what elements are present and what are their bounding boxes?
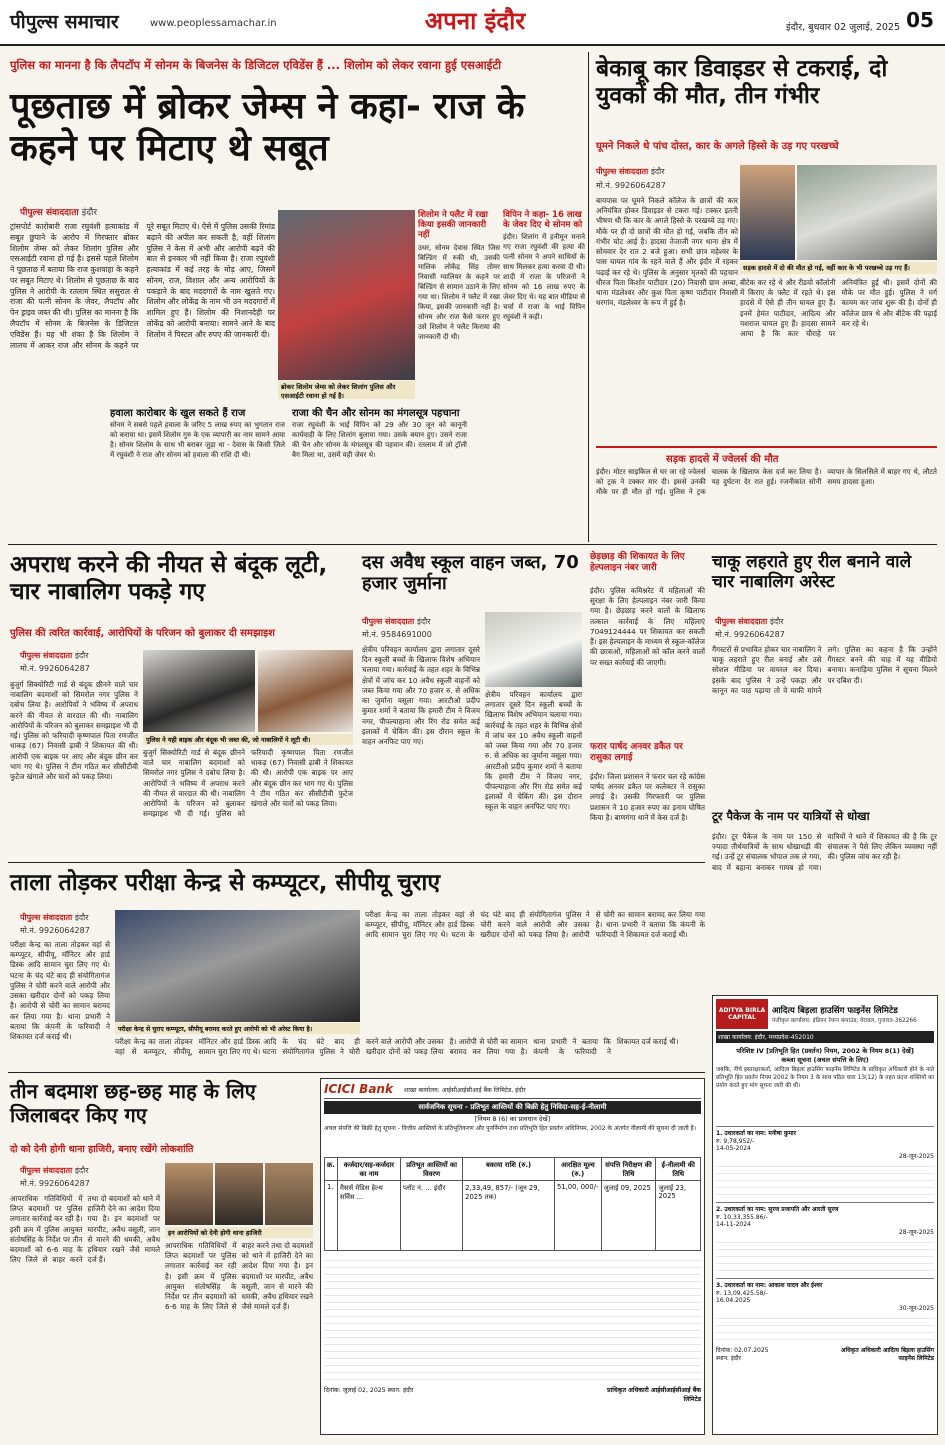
story8-subhead: दो को देनी होगी थाना हाजिरी, बनाए रखेंगे लोकशांति <box>10 1144 194 1155</box>
aditya-office: पंजीकृत कार्यालय: इंडियन रेयान कंपाउंड, वेरावल, गुजरात-362266 <box>772 1017 917 1024</box>
byline-reporter: पीपुल्स संवाददाता <box>715 617 768 626</box>
entry-name: उधारकर्ता का नाम: आकाश यादव और ईश्वर <box>724 1282 823 1289</box>
story8-text-cont <box>165 1241 313 1435</box>
story2-mobile: मो.नं. 9926064287 <box>596 181 666 190</box>
cell: मैसर्स मेडिस हेल्थ सर्विस ... <box>337 1181 400 1251</box>
story1-headline: पूछताछ में ब्रोकर जेम्स ने कहा- राज के कहने पर मिटाए थे सबूत <box>10 86 525 170</box>
aditya-notice-title: परिशिष्ट IV [प्रतिभूति हित (प्रवर्तन) नियम, 2002 के नियम 8(1) देखें] <box>736 1047 914 1055</box>
story3-headline: अपराध करने की नीयत से बंदूक लूटी, चार नाबालिग पकड़े गए <box>10 552 328 606</box>
story7-text: परीक्षा केन्द्र का ताला तोड़कर वहां से कम्प्यूटर, सीपीयू, मॉनिटर और हार्ड डिस्क आदि सामान चुरा लिए गए थे। घटना के चंद घंटे बाद ही संयोगितागंज पुलिस ने चोरी करने वाले आरोपी और उसका खरीदार दोनों को पकड़ लिया है। आरोपी से चोरी का सामान बरामद कर लिया गया है। थाना प्रभारी ने बताया कि कंपनी के फरियादी ने शिकायत दर्ज कराई थी। <box>10 940 110 1041</box>
sub1-text: सोनम ने सबसे पहले हवाला के जरिए 5 लाख रुपए का भुगतान राज को कराया था। इसमें शिलोम गुरु के एक व्यापारी का नाम सामने आया है। सोनम शिलोम के साथ भी बराबर जुड़ा था - देवास के किसी जिले में रघुवंशी ने राज और सोनम को हवाला की राशि दी थी। <box>110 421 285 459</box>
byline-place: इंदौर <box>769 617 784 626</box>
column-divider <box>588 52 589 542</box>
dateline: इंदौर, बुधवार 02 जुलाई, 2025 <box>786 22 900 33</box>
story7-text-cont <box>115 1037 679 1067</box>
section-label: अपना इंदौर <box>424 7 526 35</box>
icici-title: सार्वजनिक सूचना - प्रतिभूत आस्तियों की बिक्री हेतु निविदा-सह-ई-नीलामी <box>324 1101 701 1114</box>
box-text: इंदौर। मोटर साइकिल से घर जा रहे ज्वेलर्स को ट्रक ने टक्कर मार दी। इससे उनकी मौके पर ही मौत हो गई। पुलिस ने ट्रक चालक के खिलाफ केस दर्ज कर लिया है। यह दुर्घटना देर रात हुई। रजनीकांत सोनी व्यापार के सिलसिले में बाहर गए थे, लौटते समय हादसा हुआ। <box>596 467 937 497</box>
website-url: www.peoplessamachar.in <box>150 18 277 29</box>
story2-subhead: घूमने निकले थे पांच दोस्त, कार के अगले हिस्से के उड़ गए परखच्चे <box>596 141 839 152</box>
masthead <box>0 0 945 46</box>
story1-sub2 <box>292 405 467 490</box>
story2-photo-portrait <box>740 165 795 260</box>
story6-headline: चाकू लहराते हुए रील बनाने वाले चार नाबालिग अरेस्ट <box>712 552 912 593</box>
icici-logo <box>324 1082 404 1096</box>
col-header: ई-नीलामी की तिथि <box>656 1158 701 1181</box>
entry-amount: रु. 10,33,355.86/- <box>716 1214 768 1221</box>
byline-reporter: पीपुल्स संवाददाता <box>20 651 73 660</box>
story7-photo-caption: परीक्षा केन्द्र से चुराए कम्प्यूटर, सीपीयू बरामद करते हुए आरोपी को भी अरेस्ट किया है। <box>115 1023 360 1034</box>
aditya-date: दिनांक: 02.07.2025 <box>716 1347 769 1354</box>
byline-reporter: पीपुल्स संवाददाता <box>596 167 649 176</box>
aditya-branch: शाखा कार्यालय: इंदौर, मध्यप्रदेश-452010 <box>716 1031 934 1043</box>
story2-text: बायपास पर घूमने निकले कॉलेज के छात्रों की कार अनियंत्रित होकर डिवाइडर से टकरा गई। टक्कर इतनी भीषण थी कि कार के अगले हिस्से के परखच्चे उड़ गए। मौके पर ही दो छात्रों की मौत हो गई, जबकि तीन को गंभीर चोट आई है। हादसा तेजाजी नगर थाना क्षेत्र में सोमवार देर रात 2 बजे हुआ। सभी छात्र महेश्वर के पास घायल गांव के रहने वाले हैं और इंदौर में रहकर पढ़ाई कर रहे थे। पुलिस के अनुसार मृतकों की पहचान धीरज पिता किशोर पाटीदार (20) निवासी ग्राम अम्बा, थाना मंडलेश्वर और कुश पिता कृष्ण पाटीदार निवासी धरगांव, मंडलेश्वर के रूप में हुई है। <box>596 196 738 308</box>
story5-sub-heading: फरार पार्षद अनवर डकैत पर रासुका लगाई <box>590 742 683 764</box>
story7-text-repeat2: परीक्षा केन्द्र का ताला तोड़कर वहां से कम्प्यूटर, सीपीयू, मॉनिटर और हार्ड डिस्क आदि सामान चुरा लिए गए थे। घटना के चंद घंटे बाद ही संयोगितागंज पुलिस ने चोरी करने वाले आरोपी और उसका खरीदार दोनों को पकड़ लिया है। आरोपी से चोरी का सामान बरामद कर लिया गया है। थाना प्रभारी ने बताया कि कंपनी के फरियादी ने शिकायत दर्ज कराई थी। <box>365 910 705 940</box>
icici-table-header <box>325 1158 701 1181</box>
aditya-entry <box>716 1202 934 1278</box>
cell: जुलाई 09, 2025 <box>601 1181 656 1251</box>
story2-text2: बीटेक कर रहे थे और रीडयो कॉलोनी में किराए के फ्लैट में रहते थे। इस हादसे में ऐसे ही तीन घायल हुए हैं। इनमें हेमंत पाटीदार, आदित्य और यशराज घायल हुए हैं। हादसा सामने आया है कि कार चौराहे पर अनियंत्रित हुई थी। इसमें दोनों की मौके पर मौत हुई। पुलिस ने मर्ग कायम कर जांच शुरू की है। दोनों ही कॉलेज छात्र थे और बीटेक की पढ़ाई कर रहे थे। <box>740 278 937 339</box>
icici-intro: अचल संपत्ति की बिक्री हेतु सूचना - वित्तीय आस्तियों के प्रतिभूतिकरण और पुनर्निर्माण तथा प्रतिभूति हित प्रवर्तन अधिनियम, 2002 के अंतर्गत नीलामी की सूचना दी जाती है। <box>324 1125 697 1132</box>
cell: 1. <box>325 1181 338 1251</box>
byline-place: इंदौर <box>81 208 98 218</box>
story8-photo-3 <box>265 1163 313 1225</box>
icici-sign: प्राधिकृत अधिकारी आईसीआईसीआई बैंक लिमिटेड <box>607 1387 701 1403</box>
col-header: प्रतिभूत आस्तियों का विवरण <box>401 1158 463 1181</box>
icici-table <box>324 1157 701 1251</box>
aditya-notice-sub: कब्जा सूचना (अचल संपत्ति के लिए) <box>781 1056 869 1064</box>
story3-text-cont <box>143 748 353 858</box>
byline-place: इंदौर <box>74 913 89 922</box>
story2-photo-car <box>797 165 937 260</box>
byline-place: इंदौर <box>650 167 665 176</box>
aditya-entry <box>716 1278 934 1344</box>
story1-photo-caption: ब्रोकर शिलोम जेम्स को लेकर शिलांग पुलिस और एसआईटी रवाना हो गई है। <box>278 381 415 399</box>
section-rule-2 <box>8 862 705 863</box>
byline-place: इंदौर <box>74 1166 89 1175</box>
story8-headline: तीन बदमाश छह-छह माह के लिए जिलाबदर किए गए <box>10 1079 256 1127</box>
aditya-entry <box>716 1126 934 1202</box>
story7-text-repeat: परीक्षा केन्द्र का ताला तोड़कर वहां से कम्प्यूटर, सीपीयू, मॉनिटर और हार्ड डिस्क आदि सामान चुरा लिए गए थे। घटना के चंद घंटे बाद ही संयोगितागंज पुलिस ने चोरी करने वाले आरोपी और उसका खरीदार दोनों को पकड़ लिया है। आरोपी से चोरी का सामान बरामद कर लिया गया है। थाना प्रभारी ने बताया कि कंपनी के फरियादी ने शिकायत दर्ज कराई थी। <box>115 1037 679 1057</box>
story4-text: क्षेत्रीय परिवहन कार्यालय द्वारा लगातार दूसरे दिन स्कूली बच्चों के खिलाफ विशेष अभियान चलाया गया। कार्रवाई के तहत शहर के विभिन्न क्षेत्रों में जांच कर 10 अवैध स्कूली वाहनों को जब्त किया गया और 70 हजार रु. से अधिक का जुर्माना वसूला गया। आरटीओ प्रदीप कुमार शर्मा ने बताया कि हमारी टीम ने विजय नगर, पीपल्याहाना और रिंग रोड समेत कई इलाकों में चेकिंग की। इस दौरान स्कूल के वाहन अनफिट पाए गए। <box>362 645 480 746</box>
story8-photo-2 <box>215 1163 263 1225</box>
icici-office: शाखा कार्यालय: आईसीआईसीआई बैंक लिमिटेड, इंदौर <box>404 1086 526 1094</box>
story3-mobile: मो.नं. 9926064287 <box>20 664 90 673</box>
box-heading: सड़क हादसे में ज्वेलर्स की मौत <box>666 454 779 465</box>
aditya-entries <box>716 1126 934 1344</box>
section-rule-1 <box>8 544 937 545</box>
icici-bank-ad <box>320 1078 705 1435</box>
story3-photo-bike <box>143 650 255 732</box>
entry-number: 2. <box>716 1206 723 1213</box>
entry-amount: रु. 13,09,425.58/- <box>716 1290 768 1297</box>
story7-headline: ताला तोड़कर परीक्षा केन्द्र से कम्प्यूटर, सीपीयू चुराए <box>10 870 441 896</box>
cell: 2,33,49, 857/- (जून 29, 2025 तक) <box>463 1181 555 1251</box>
story3-text-repeat: बुजुर्ग सिक्योरिटी गार्ड से बंदूक छीनने वाले चार नाबालिग बदमाशों को सिमरोल नगर पुलिस ने दबोच लिया है। आरोपियों ने भविष्य में अपराध करने की नीयत से वारदात की थी। नाबालिग आरोपियों के परिजन को बुलाकर समझाइश भी दी गई। पुलिस को फरियादी कृष्णपाल पिता रणजीत धाकड़ (67) निवासी ढ़ाबी ने शिकायत की थी। आरोपी एक बाइक पर आए और बंदूक छीन कर भाग गए थे। पुलिस ने टीम गठित कर सीसीटीवी फुटेज खंगाले और चारों को पकड़ लिया। <box>143 748 353 819</box>
story2-headline: बेकाबू कार डिवाइडर से टकराई, दो युवकों की मौत, तीन गंभीर <box>596 56 888 110</box>
story1-text: ट्रांसपोर्ट कारोबारी राजा रघुवंशी हत्याकांड में सबूत छुपाने के आरोप में गिरफ्तार ब्रोकर शिलोम जेम्स को लेकर शिलांग पुलिस और एसआईटी रवाना हो गई है। इससे पहले शिलोम ने पूछताछ में बताया कि राज कुशवाहा के कहने पर सबूत मिटाए थे। शिलोम से पूछताछ के बाद पुलिस ने आरोपी के रतलाम स्थित ससुराल से राजा की पत्नी सोनम के जेवर, लैपटॉप और पेन ड्राइव जब्त की थी। पुलिस का मानना है कि लैपटॉप में सोनम के बिजनेस के डिजिटल एविडेंस हैं। यह भी शंका है कि शिलोम ने लालच में आकर राज और सोनम के कहने पर पूरे सबूत मिटाए थे। ऐसे में पुलिस उसकी रिमांड बढ़ाने की अपील कर सकती है, वहीं शिलांग पुलिस ने केस में अभी और आरोपी बढ़ने की बात से इनकार भी नहीं किया है। राजा रघुवंशी हत्याकांड में कई तरह के मोड़ आए, जिसमें सोनम, राज, विशाल और अन्य आरोपियों के पकड़ाने के बाद मददगारों के नाम खुलते गए। शिलोम और लोकेंद्र के नाम भी उन मददगारों में शामिल हुए हैं। शिलोम की निशानदेही पर लोकेंद्र को आरोपी बनाया। सामने आने के बाद शिलोम ने पिस्टल और रुपए की जानकारी दी। <box>10 222 275 350</box>
story8-photo-caption: इन आरोपियों को देनी होगी थाना हाजिरी <box>165 1227 313 1238</box>
aditya-birla-logo <box>716 999 768 1029</box>
page-number: 05 <box>906 8 934 32</box>
byline-reporter: पीपुल्स संवाददाता <box>20 1166 73 1175</box>
story6-sub-text: इंदौर। टूर पैकेज के नाम पर 150 से ज्यादा तीर्थयात्रियों के साथ धोखाधड़ी की गई। उन्हें टूर संचालक भोपाल तक ले गया, बाद में बहाना बनाकर गायब हो गया। यात्रियों ने थाने में शिकायत की है कि टूर संचालक ने पैसे लिए लेकिन व्यवस्था नहीं की। पुलिस जांच कर रही है। <box>712 832 937 872</box>
story5-kicker: छेड़छाड़ की शिकायत के लिए हेल्पलाइन नंबर जारी <box>590 552 685 574</box>
story4-byline <box>362 616 482 628</box>
story3-photo-gun <box>258 650 353 732</box>
box2-heading: विपिन ने कहा- 16 लाख के जेवर दिए थे सोनम को <box>503 210 583 231</box>
sub2-heading: राजा की चैन और सोनम का मंगलसूत्र पहचाना <box>292 408 460 419</box>
entry-demand-date: 14-05-2024 <box>716 1145 751 1152</box>
aditya-title: आदित्य बिड़ला हाउसिंग फाइनेंस लिमिटेड <box>772 1005 898 1016</box>
byline-place: इंदौर <box>74 651 89 660</box>
icici-brand-text: ICICI Bank <box>324 1082 393 1096</box>
story4-mobile: मो.नं. 9584691000 <box>362 630 432 639</box>
story7-text-cont2 <box>365 910 705 1067</box>
story1-byline <box>20 205 220 219</box>
story1-kicker: पुलिस का मानना है कि लैपटॉप में सोनम के बिजनेस के डिजिटल एविडेंस हैं ... शिलोम को लेकर रवाना हुई एसआईटी <box>10 58 502 72</box>
newspaper-logo <box>10 8 150 38</box>
byline-reporter: पीपुल्स संवाददाता <box>20 913 73 922</box>
section-rule-3 <box>8 1072 705 1073</box>
byline-place: इंदौर <box>416 617 431 626</box>
col-header: आरक्षित मूल्य (रु.) <box>554 1158 601 1181</box>
icici-table-row <box>325 1181 701 1251</box>
icici-footer: दिनांक: जुलाई 02, 2025 स्थान: इंदौर <box>324 1387 414 1394</box>
story2-photo-caption: सड़क हादसे में दो की मौत हो गई, वहीं कार के भी परखच्चे उड़ गए हैं। <box>740 262 937 274</box>
col-header: क्र. <box>325 1158 338 1181</box>
story8-text: आपराधिक गतिविधियों में लिप्त बदमाशों पर पुलिस लगातार कार्रवाई कर रही है। इसी क्रम में पुलिस आयुक्त संतोषसिंह के निर्देश पर तीन बदमाशों को 6-6 माह के लिए जिले से बाहर करने तथा दो बदमाशों को थाने में हाजिरी देने का आदेश दिया गया है। इन बदमाशों पर मारपीट, अवैध वसूली, जान से मारने की धमकी, अवैध हथियार रखने जैसे मामले दर्ज हैं। <box>10 1194 160 1265</box>
logo-text: पीपुल्स समाचार <box>10 11 119 33</box>
cell: जुलाई 23, 2025 <box>656 1181 701 1251</box>
story8-mobile: मो.नं. 9926064287 <box>20 1179 90 1188</box>
story7-photo <box>115 910 360 1022</box>
story8-text-repeat: आपराधिक गतिविधियों में लिप्त बदमाशों पर पुलिस लगातार कार्रवाई कर रही है। इसी क्रम में पुलिस आयुक्त संतोषसिंह के निर्देश पर तीन बदमाशों को 6-6 माह के लिए जिले से बाहर करने तथा दो बदमाशों को थाने में हाजिरी देने का आदेश दिया गया है। इन बदमाशों पर मारपीट, अवैध वसूली, जान से मारने की धमकी, अवैध हथियार रखने जैसे मामले दर्ज हैं। <box>165 1241 313 1312</box>
story6-text: गैंगस्टरों से प्रभावित होकर चार नाबालिग ने चाकू लहराते हुए रील बनाई और उसे सोशल मीडिया पर वायरल कर दिया। इसके बाद पुलिस ने उन्हें पकड़ा और कानून का पाठ पढ़ाया तो वे माफी मांगने लगे। पुलिस का कहना है कि उन्होंने गैंगस्टर बनने की चाह में यह वीडियो बनाया। कनाड़िया पुलिस ने सूचना मिलने पर दबिश दी। <box>712 645 937 695</box>
cell: 51,00, 000/- <box>554 1181 601 1251</box>
sub2-text: राजा रघुवंशी के भाई विपिन को 29 और 30 जून को कानूनी कार्यवाही के लिए शिलांग बुलाया गया। उसके बयान हुए। उसने राजा की चैन और सोनम के मंगलसूत्र की पहचान की। रतलाम में जो ट्रॉली बैग मिला था, उसमें यही जेवर थे। <box>292 421 467 459</box>
entry-demand-date: 14-11-2024 <box>716 1221 751 1228</box>
story4-headline: दस अवैध स्कूल वाहन जब्त, 70 हजार जुर्माना <box>362 552 579 595</box>
story6-byline <box>715 616 825 628</box>
story8-byline <box>20 1165 170 1177</box>
story6-sub-heading: टूर पैकेज के नाम पर यात्रियों से धोखा <box>712 809 870 823</box>
aditya-place: स्थान: इंदौर <box>716 1355 742 1362</box>
story1-box2 <box>503 210 585 410</box>
story7-mobile: मो.नं. 9926064287 <box>20 926 90 935</box>
story4-text-repeat: क्षेत्रीय परिवहन कार्यालय द्वारा लगातार दूसरे दिन स्कूली बच्चों के खिलाफ विशेष अभियान चलाया गया। कार्रवाई के तहत शहर के विभिन्न क्षेत्रों में जांच कर 10 अवैध स्कूली वाहनों को जब्त किया गया और 70 हजार रु. से अधिक का जुर्माना वसूला गया। आरटीओ प्रदीप कुमार शर्मा ने बताया कि हमारी टीम ने विजय नगर, पीपल्याहाना और रिंग रोड समेत कई इलाकों में चेकिंग की। इस दौरान स्कूल के वाहन अनफिट पाए गए। <box>485 690 582 812</box>
cell: प्लॉट नं. ... इंदौर <box>401 1181 463 1251</box>
story4-photo <box>485 612 582 687</box>
entry-amount: रु. 9,78,952/- <box>716 1138 755 1145</box>
byline-reporter: पीपुल्स संवाददाता <box>20 208 79 218</box>
aditya-birla-ad <box>712 995 938 1435</box>
story1-sub1 <box>110 405 285 490</box>
aditya-brand-text: ADITYA BIRLA CAPITAL <box>718 1006 766 1021</box>
entry-demand-date: 16.04.2025 <box>716 1297 751 1304</box>
story8-photo-1 <box>165 1163 213 1225</box>
box2-text: इंदौर। शिलांग में हनीमून मनाने गए राजा रघुवंशी की हत्या की पत्नी सोनम ने अपने साथियों के साथ मिलकर हत्या करवा दी थी। शादी में राजा के परिजनों ने सोनम को 16 लाख रुपए के जेवर दिए थे। यह बात मीडिया से चर्चा में राजा के भाई विपिन रघुवंशी ने कही। <box>503 233 585 321</box>
section-title <box>390 4 560 40</box>
entry-possession-date: 30-जून-2025 <box>898 1305 934 1312</box>
entry-name: उधारकर्ता का नाम: मनीषा कुमार <box>724 1130 797 1137</box>
story2-byline <box>596 166 736 178</box>
entry-number: 1. <box>716 1130 723 1137</box>
entry-possession-date: 28-जून-2025 <box>898 1153 934 1160</box>
box1-text: उधर, सोनम देवास स्थित जिस बिल्डिंग में रुकी थी, उसकी मालिक लोकेंद्र सिंह तोमर निवासी ग्वालियर के कहने पर बिल्डिंग से सामान उठाने के लिए गया था। शिलोम ने फ्लैट में रखा किया, इसकी जानकारी नहीं है। सोनम और राज कैसे फरार हुए उसे शिलोम ने फ्लैट किराया की जानकारी दी थी। <box>418 243 500 341</box>
byline-reporter: पीपुल्स संवाददाता <box>362 617 415 626</box>
story3-subhead: पुलिस की त्वरित कार्रवाई, आरोपियों के परिजन को बुलाकर दी समझाइश <box>10 628 275 639</box>
entry-name: उधारकर्ता का नाम: सुरज प्रजापति और आरती सुरज <box>724 1206 839 1213</box>
story2-box <box>596 446 937 541</box>
entry-possession-date: 28-जून-2025 <box>898 1229 934 1236</box>
story1-box1 <box>418 210 500 380</box>
col-header: संपत्ति निरीक्षण की तिथि <box>601 1158 656 1181</box>
story6-mobile: मो.नं. 9926064287 <box>715 630 785 639</box>
box1-heading: शिलोम ने फ्लैट में रखा किया इसकी जानकारी नहीं <box>418 210 489 241</box>
entry-number: 3. <box>716 1282 723 1289</box>
story4-text-cont <box>485 690 582 858</box>
sub1-heading: हवाला कारोबार के खुल सकते हैं राज <box>110 408 246 419</box>
story3-text: बुजुर्ग सिक्योरिटी गार्ड से बंदूक छीनने वाले चार नाबालिग बदमाशों को सिमरोल नगर पुलिस ने दबोच लिया है। आरोपियों ने भविष्य में अपराध करने की नीयत से वारदात की थी। नाबालिग आरोपियों के परिजन को बुलाकर समझाइश भी दी गई। पुलिस को फरियादी कृष्णपाल पिता रणजीत धाकड़ (67) निवासी ढ़ाबी ने शिकायत की थी। आरोपी एक बाइक पर आए और बंदूक छीन कर भाग गए थे। पुलिस ने टीम गठित कर सीसीटीवी फुटेज खंगाले और चारों को पकड़ लिया। <box>10 680 138 781</box>
story5-sub-text: इंदौर। जिला प्रशासन ने फरार चल रहे कांग्रेस पार्षद अनवर डकैत पर कलेक्टर ने रासुका लगाई है। उसकी गिरफ्तारी पर पुलिस प्रशासन ने 10 हजार रुपए का इनाम घोषित किया है। बाणगंगा थाने में केस दर्ज है। <box>590 772 705 822</box>
aditya-sign: अधिकृत अधिकारी आदित्य बिड़ला हाउसिंग फाइनेंस लिमिटेड <box>840 1347 934 1362</box>
icici-fine-print <box>324 1254 701 1382</box>
story5-text: इंदौर। पुलिस कमिश्नरेट में महिलाओं की सुरक्षा के लिए हेल्पलाइन नंबर जारी किया गया है। छेड़छाड़ करने वालों के खिलाफ तत्काल कार्रवाई के लिए महिलाएं 7049124444 पर शिकायत कर सकती हैं। इस हेल्पलाइन के माध्यम से स्कूल-कॉलेज की छात्राओं, महिलाओं को कॉल करने वालों पर सख्त कार्रवाई की जाएगी। <box>590 586 705 667</box>
story3-photo-caption: पुलिस ने यही बाइक और बंदूक भी जब्त की, जो नाबालिगों ने लूटी थी। <box>143 734 353 745</box>
col-header: कर्जदार/सह-कर्जदार का नाम <box>337 1158 400 1181</box>
aditya-intro: जबकि, नीचे हस्ताक्षरकर्ता, आदित्य बिड़ला हाउसिंग फाइनेंस लिमिटेड के प्राधिकृत अधिकारी होने के नाते प्रतिभूति हित प्रवर्तन नियम 2002 के नियम 3 के साथ पठित धारा 13(12) के तहत प्रदत्त शक्तियों का प्रयोग करते हुए मांग सूचना जारी की थी। <box>716 1067 934 1090</box>
story1-photo <box>278 210 415 380</box>
icici-rule: [नियम 8 (6) का प्रावधान देखें] <box>474 1115 551 1123</box>
col-header: बकाया राशि (रु.) <box>463 1158 555 1181</box>
